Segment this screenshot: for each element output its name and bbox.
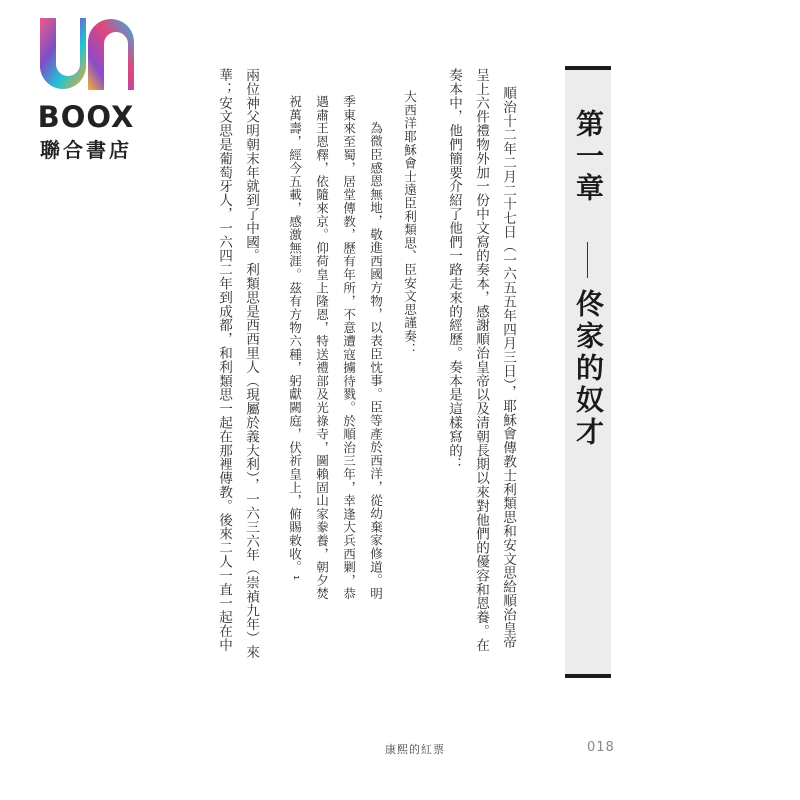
memorial-heading: 大西洋耶穌會士遠臣利類思、臣安文思謹奏： (402, 90, 417, 356)
memorial-column-1: 為微臣感恩無地，敬進西國方物，以表臣忱事。臣等產於西洋，從幼棄家修道。明 (368, 108, 383, 601)
logo-brand-text: BOOX (37, 100, 135, 134)
body-column-3: 奏本中，他們簡要介紹了他們一路走來的經歷。奏本是這樣寫的： (446, 68, 462, 472)
body-column-1: 順治十二年二月二十七日（一六五五年四月三日），耶穌會傳教士利類思和安文思給順治皇帝 (500, 86, 516, 650)
running-footer-title: 康熙的紅票 (385, 743, 445, 756)
un-logo-mark (36, 14, 136, 92)
page-number: 018 (587, 740, 615, 755)
body-column-2: 呈上六件禮物外加一份中文寫的奏本，感謝順治皇帝以及清朝長期以來對他們的優容和恩養。在 (473, 68, 489, 652)
store-logo (22, 14, 142, 162)
memorial-column-3: 遇肅王恩釋，依隨來京。仰荷皇上隆恩，特送禮部及光祿寺，圖賴固山家豢養，朝夕焚 (314, 95, 329, 601)
memorial-column-2: 季東來至蜀，居堂傳教，歷有年所，不意遭寇擄待戮。於順治三年，幸逢大兵西剿，恭 (341, 95, 356, 601)
chapter-number: 第一章 (572, 109, 605, 205)
chapter-header (565, 66, 611, 678)
memorial-column-4: 祝萬壽，經今五載，感激無涯。茲有方物六種，躬獻闕庭，伏祈皇上，俯賜敕收。¹ (287, 95, 302, 583)
chapter-divider (587, 242, 588, 278)
body2-column-1: 兩位神父明朝末年就到了中國。利類思是西西里人（現屬於義大利），一六三六年（崇禎九年）來 (243, 68, 259, 659)
body2-column-2: 華；安文思是葡萄牙人，一六四二年到成都，和利類思一起在那裡傳教。後來二人一直一起在中 (216, 68, 232, 652)
chapter-title: 佟家的奴才 (572, 289, 605, 449)
logo-store-name: 聯合書店 (40, 138, 132, 162)
